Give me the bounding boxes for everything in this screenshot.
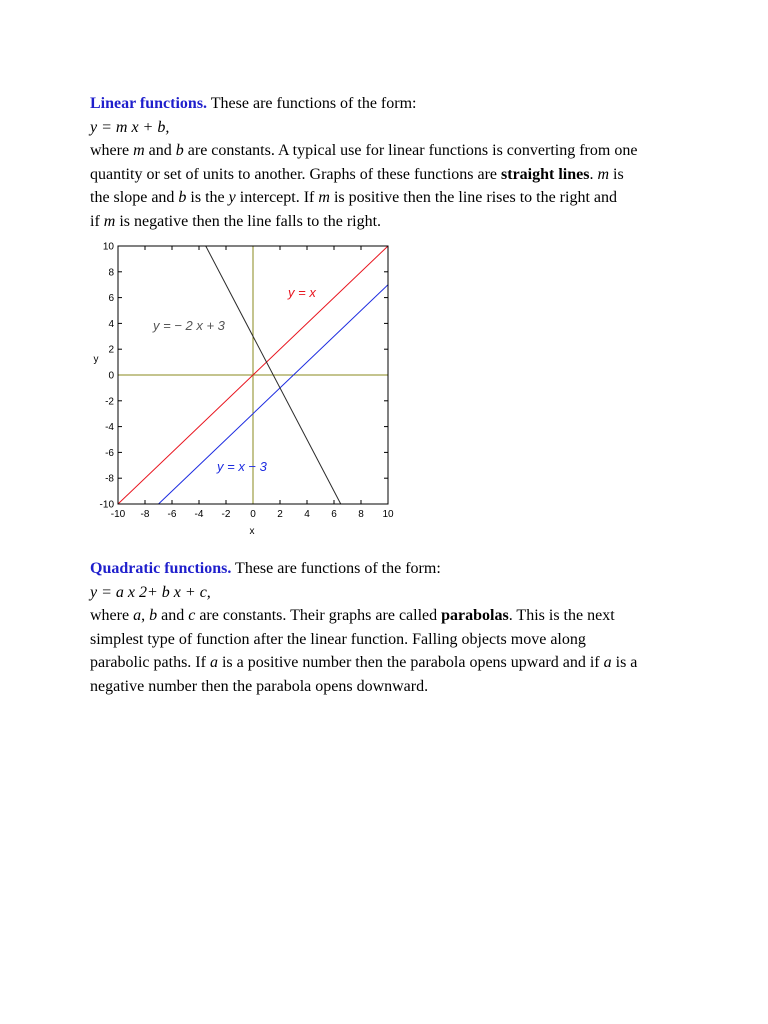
x-tick-label: 0 (250, 509, 256, 520)
label-y-equals-neg2x-plus-3: y = − 2 x + 3 (153, 318, 225, 333)
x-tick-label: 10 (382, 509, 394, 520)
y-tick-label: 2 (108, 344, 114, 356)
linear-functions-graph (84, 236, 404, 542)
x-tick-label: 2 (277, 509, 283, 520)
x-tick-label: -6 (167, 509, 177, 520)
quadratic-heading-line (90, 557, 690, 581)
quadratic-text-line-3: parabolic paths. If a is a positive number then the parabola opens upward and if a is a (90, 654, 638, 671)
quadratic-heading: Quadratic functions. (90, 560, 232, 577)
linear-heading: Linear functions. (90, 95, 208, 112)
linear-text-line-1: where m and b are constants. A typical use for linear functions is converting from one (90, 142, 638, 159)
x-tick-label: 8 (358, 509, 364, 520)
straight-lines-emphasis: straight lines (501, 165, 590, 183)
x-tick-label: -2 (221, 509, 231, 520)
linear-section (90, 92, 690, 233)
linear-formula: y = m x + b, (90, 118, 170, 136)
y-tick-label: 8 (108, 267, 114, 279)
x-tick-labels (111, 509, 394, 520)
y-tick-label: -8 (105, 473, 114, 485)
linear-intro: These are functions of the form: (207, 95, 417, 112)
x-tick-label: -10 (110, 509, 126, 520)
y-tick-label: 10 (102, 241, 114, 253)
x-tick-label: 6 (331, 509, 337, 520)
quadratic-formula: y = a x 2+ b x + c, (90, 583, 211, 601)
y-tick-label: -4 (105, 422, 114, 434)
quadratic-text-line-4: negative number then the parabola opens downward. (90, 677, 429, 695)
y-tick-labels (100, 242, 115, 511)
x-tick-label: -4 (194, 509, 204, 520)
linear-text-line-4: if m is negative then the line falls to the right. (90, 212, 382, 230)
quadratic-intro: These are functions of the form: (231, 560, 441, 577)
parabolas-emphasis: parabolas (441, 607, 509, 624)
quadratic-section (90, 557, 690, 698)
quadratic-text-line-1: where a, b and c are constants. Their graphs are called parabolas. This is the next (90, 607, 615, 624)
x-tick-label: -8 (140, 509, 150, 520)
y-tick-label: -6 (105, 447, 114, 459)
x-axis-label: x (249, 526, 255, 537)
label-y-equals-x-minus-3: y = x − 3 (217, 459, 267, 474)
linear-heading-line (90, 92, 690, 116)
y-axis-label: y (93, 354, 99, 365)
x-tick-label: 4 (304, 509, 310, 520)
y-tick-label: 0 (108, 370, 114, 382)
label-y-equals-x: y = x (288, 285, 316, 300)
y-tick-label: -10 (99, 499, 114, 511)
y-tick-label: 4 (108, 318, 114, 330)
linear-text-line-2: quantity or set of units to another. Graphs of these functions are straight lines. m is (90, 165, 624, 183)
quadratic-text-line-2: simplest type of function after the linear function. Falling objects move along (90, 630, 586, 648)
linear-text-line-3: the slope and b is the y intercept. If m is positive then the line rises to the right and (90, 189, 617, 206)
y-tick-label: -2 (105, 396, 114, 408)
y-tick-label: 6 (108, 293, 114, 305)
